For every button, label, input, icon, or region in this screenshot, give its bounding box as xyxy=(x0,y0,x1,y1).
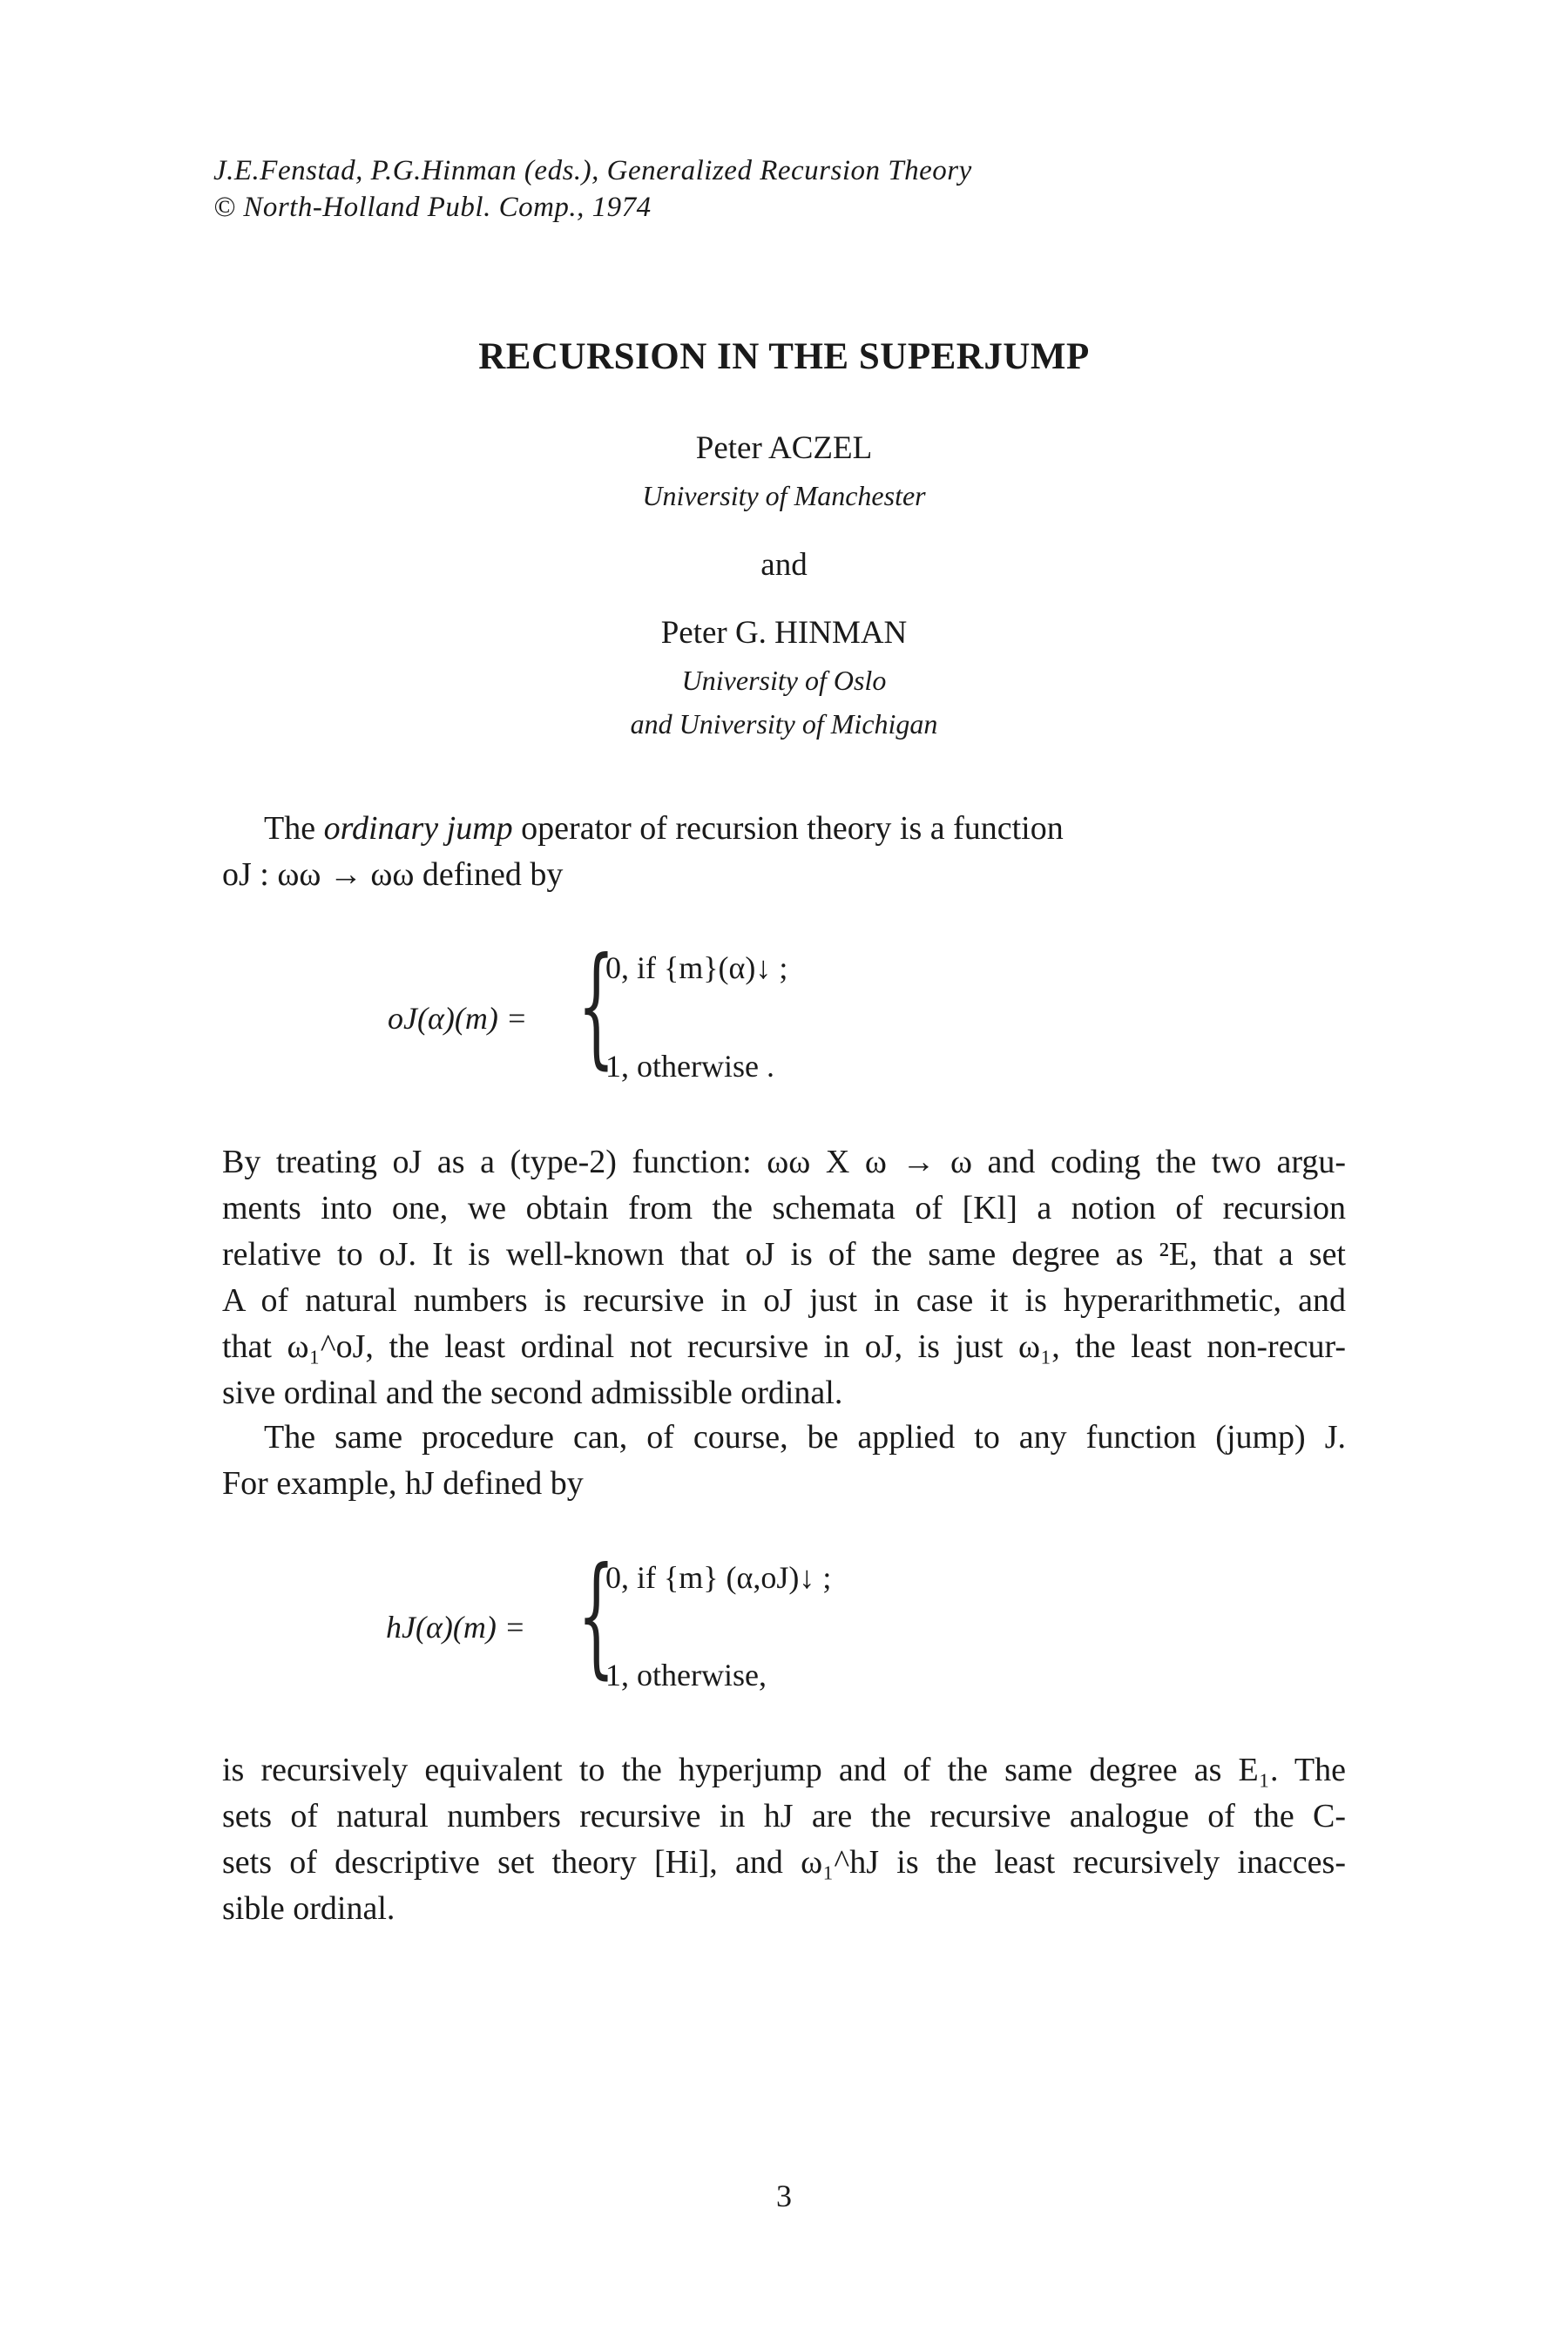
paragraph-1 xyxy=(222,806,1346,898)
p4-line: sets of descriptive set theory [Hi], and ω₁^hJ is the least recursively inacces- xyxy=(222,1844,1346,1881)
p3-line: The same procedure can, of course, be applied to any function (jump) J. xyxy=(264,1419,1346,1456)
p2-line: ments into one, we obtain from the schemata of [Kl] a notion of recursion xyxy=(222,1190,1346,1226)
paragraph-4 xyxy=(222,1747,1346,1932)
author-affiliation-2a: University of Oslo xyxy=(681,665,887,696)
page-number: 3 xyxy=(776,2179,792,2213)
p4-line: sible ordinal. xyxy=(222,1890,395,1927)
paragraph-2 xyxy=(222,1139,1346,1416)
eq1-case-2: 1, otherwise . xyxy=(605,1049,774,1084)
eq1-lhs: oJ(α)(m) = xyxy=(388,1001,528,1036)
p2-line: sive ordinal and the second admissible ordinal. xyxy=(222,1375,843,1411)
p2-line: By treating oJ as a (type-2) function: ωω X ω → ω and coding the two argu- xyxy=(222,1144,1346,1180)
paper-title: RECURSION IN THE SUPERJUMP xyxy=(478,336,1090,377)
author-name-1: Peter ACZEL xyxy=(695,430,873,466)
p1-text-b: operator of recursion theory is a function xyxy=(512,810,1064,847)
p3-line: For example, hJ defined by xyxy=(222,1465,584,1502)
p1-text-a: The xyxy=(264,810,324,847)
p4-line: sets of natural numbers recursive in hJ are the recursive analogue of the C- xyxy=(222,1798,1346,1834)
eq2-case-1: 0, if {m} (α,oJ)↓ ; xyxy=(605,1560,832,1595)
p2-line: that ω₁^oJ, the least ordinal not recursive in oJ, is just ω₁, the least non-recur- xyxy=(222,1328,1346,1365)
eq1-brace: { xyxy=(578,930,615,1082)
p1-emphasis: ordinary jump xyxy=(323,810,513,847)
p4-line: is recursively equivalent to the hyperjump and of the same degree as E₁. The xyxy=(222,1752,1346,1788)
paragraph-3 xyxy=(222,1415,1346,1507)
eq2-brace: { xyxy=(578,1540,615,1692)
p2-line: relative to oJ. It is well-known that oJ is of the same degree as ²E, that a set xyxy=(222,1236,1346,1273)
author-conjunction: and xyxy=(760,547,808,583)
p2-line: A of natural numbers is recursive in oJ just in case it is hyperarithmetic, and xyxy=(222,1282,1346,1319)
source-citation-line-2: © North-Holland Publ. Comp., 1974 xyxy=(213,192,652,223)
source-citation-line-1: J.E.Fenstad, P.G.Hinman (eds.), Generalized Recursion Theory xyxy=(213,155,972,186)
eq2-lhs: hJ(α)(m) = xyxy=(386,1610,526,1645)
eq1-case-1: 0, if {m}(α)↓ ; xyxy=(605,950,788,985)
author-affiliation-2b: and University of Michigan xyxy=(630,708,938,740)
author-name-2: Peter G. HINMAN xyxy=(660,615,908,651)
author-affiliation-1: University of Manchester xyxy=(642,480,926,511)
p1-line-2: oJ : ωω → ωω defined by xyxy=(222,856,564,893)
eq2-case-2: 1, otherwise, xyxy=(605,1658,767,1692)
